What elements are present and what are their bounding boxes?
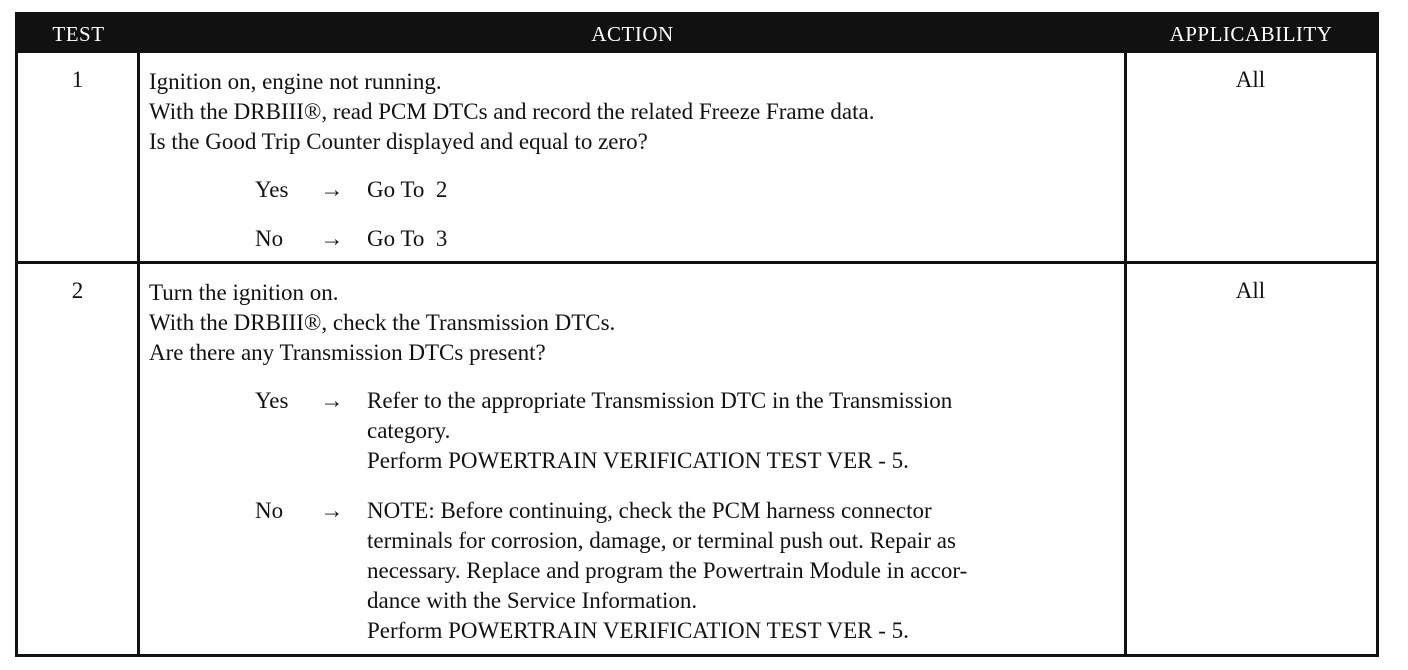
result-line: dance with the Service Information. <box>367 588 698 613</box>
result-line: Perform POWERTRAIN VERIFICATION TEST VER - 5. <box>367 448 909 473</box>
action-line: With the DRBIII®, read PCM DTCs and record the related Freeze Frame data. <box>149 99 875 124</box>
action-line: Ignition on, engine not running. <box>149 69 442 94</box>
action-text <box>149 67 1119 157</box>
action-text <box>149 278 1119 368</box>
action-line: Is the Good Trip Counter displayed and equal to zero? <box>149 129 648 154</box>
no-result: Go To 3 <box>367 226 448 251</box>
result-line: Refer to the appropriate Transmission DTC in the Transmission <box>367 388 953 413</box>
no-label: No <box>255 498 284 523</box>
yes-label: Yes <box>255 388 289 413</box>
action-line: Are there any Transmission DTCs present? <box>149 340 546 365</box>
action-line: With the DRBIII®, check the Transmission DTCs. <box>149 310 616 335</box>
result-line: category. <box>367 418 451 443</box>
applicability-value: All <box>1235 278 1266 303</box>
header-test: TEST <box>52 22 105 46</box>
header-action: ACTION <box>591 22 674 46</box>
diagnostic-test-table <box>15 12 1379 657</box>
test-number: 1 <box>71 67 84 92</box>
yes-result <box>367 386 1119 476</box>
action-line: Turn the ignition on. <box>149 280 339 305</box>
table-row <box>18 53 1376 261</box>
result-line: NOTE: Before continuing, check the PCM harness connector <box>367 498 932 523</box>
header-applicability: APPLICABILITY <box>1169 22 1333 46</box>
test-number: 2 <box>71 278 84 303</box>
table-header <box>18 15 1376 53</box>
result-line: necessary. Replace and program the Powertrain Module in accor- <box>367 558 968 583</box>
yes-label: Yes <box>255 177 289 202</box>
arrow-icon: → <box>320 177 344 202</box>
arrow-icon: → <box>320 388 344 413</box>
yes-result: Go To 2 <box>367 177 448 202</box>
result-line: terminals for corrosion, damage, or terminal push out. Repair as <box>367 528 956 553</box>
result-line: Perform POWERTRAIN VERIFICATION TEST VER - 5. <box>367 618 909 643</box>
table-row <box>18 264 1376 657</box>
arrow-icon: → <box>320 498 344 523</box>
no-label: No <box>255 226 284 251</box>
applicability-value: All <box>1235 67 1266 92</box>
no-result <box>367 496 1119 646</box>
arrow-icon: → <box>320 226 344 251</box>
